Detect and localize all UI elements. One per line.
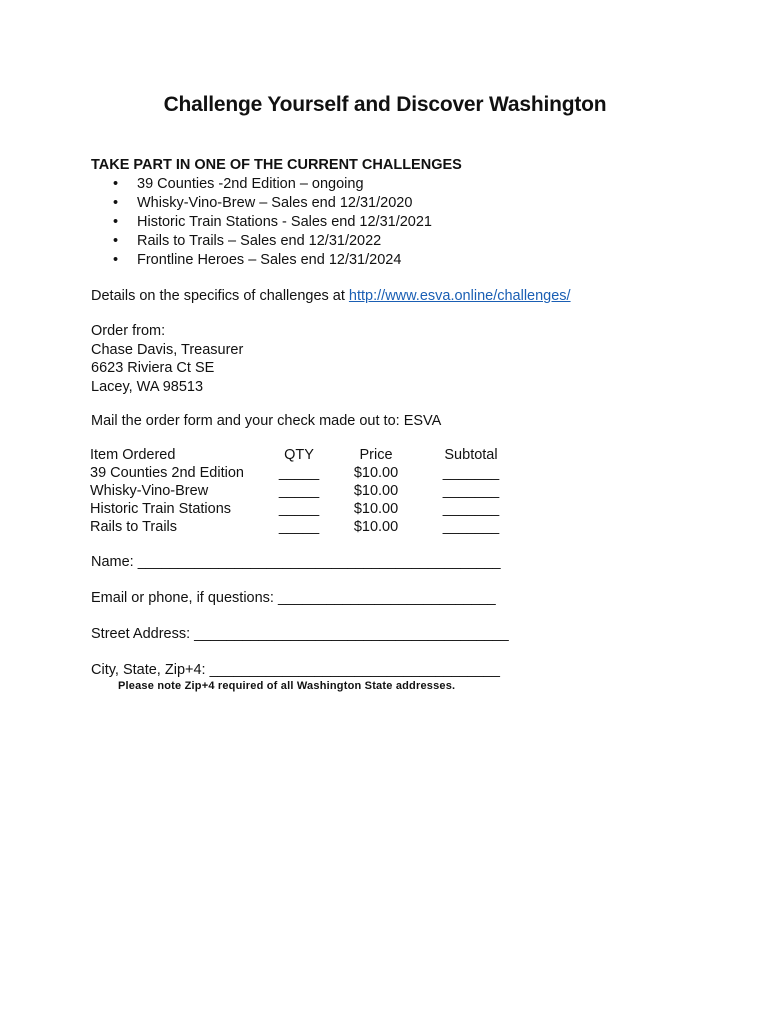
challenge-text: Rails to Trails – Sales end 12/31/2022 <box>137 233 382 249</box>
header-subtotal: Subtotal <box>444 447 498 463</box>
page-title: Challenge Yourself and Discover Washington <box>163 93 607 116</box>
qty-blank[interactable]: _____ <box>278 519 320 535</box>
item-name: Rails to Trails <box>90 519 178 535</box>
header-price: Price <box>359 447 393 463</box>
table-row <box>90 518 526 536</box>
table-header-row <box>90 446 526 464</box>
item-price: $10.00 <box>353 501 399 517</box>
item-price: $10.00 <box>353 465 399 481</box>
order-from-address <box>91 322 243 396</box>
city-state-zip-field[interactable]: City, State, Zip+4: ____________________________________ <box>91 662 500 678</box>
challenge-text: 39 Counties -2nd Edition – ongoing <box>137 176 364 192</box>
challenge-text: Historic Train Stations - Sales end 12/31/2021 <box>137 214 432 230</box>
bullet-icon: • <box>113 195 119 211</box>
table-row <box>90 464 526 482</box>
bullet-icon: • <box>113 214 119 230</box>
item-price: $10.00 <box>353 483 399 499</box>
list-item <box>91 175 432 194</box>
subtotal-blank[interactable]: _______ <box>442 483 500 499</box>
treasurer-name: Chase Davis, Treasurer <box>91 341 244 358</box>
subtotal-blank[interactable]: _______ <box>442 501 500 517</box>
name-field[interactable]: Name: _____________________________________________ <box>91 554 501 570</box>
challenges-link[interactable]: http://www.esva.online/challenges/ <box>348 288 571 304</box>
list-item <box>91 194 432 213</box>
qty-blank[interactable]: _____ <box>278 501 320 517</box>
list-item <box>91 251 432 270</box>
item-name: Whisky-Vino-Brew <box>90 483 209 499</box>
list-item <box>91 213 432 232</box>
bullet-icon: • <box>113 252 119 268</box>
qty-blank[interactable]: _____ <box>278 465 320 481</box>
table-row <box>90 500 526 518</box>
list-item <box>91 232 432 251</box>
item-price: $10.00 <box>353 519 399 535</box>
order-from-label: Order from: <box>91 323 166 339</box>
challenges-list <box>91 175 432 270</box>
item-name: 39 Counties 2nd Edition <box>90 465 244 481</box>
address-city: Lacey, WA 98513 <box>91 378 204 395</box>
subtotal-blank[interactable]: _______ <box>442 519 500 535</box>
bullet-icon: • <box>113 176 119 192</box>
item-name: Historic Train Stations <box>90 501 232 517</box>
street-address-field[interactable]: Street Address: _______________________________________ <box>91 626 509 642</box>
qty-blank[interactable]: _____ <box>278 483 320 499</box>
challenge-text: Whisky-Vino-Brew – Sales end 12/31/2020 <box>137 195 413 211</box>
zip-note: Please note Zip+4 required of all Washington State addresses. <box>118 680 456 692</box>
details-paragraph <box>91 287 571 306</box>
address-street: 6623 Riviera Ct SE <box>91 360 215 376</box>
details-text: Details on the specifics of challenges at <box>91 288 349 304</box>
header-item: Item Ordered <box>90 447 176 463</box>
table-row <box>90 482 526 500</box>
challenges-heading: TAKE PART IN ONE OF THE CURRENT CHALLENGES <box>91 157 462 173</box>
challenge-text: Frontline Heroes – Sales end 12/31/2024 <box>137 252 402 268</box>
bullet-icon: • <box>113 233 119 249</box>
header-qty: QTY <box>284 447 314 463</box>
subtotal-blank[interactable]: _______ <box>442 465 500 481</box>
email-phone-field[interactable]: Email or phone, if questions: ___________________________ <box>91 590 496 606</box>
mail-instructions: Mail the order form and your check made out to: ESVA <box>91 413 442 429</box>
order-table <box>90 446 526 536</box>
